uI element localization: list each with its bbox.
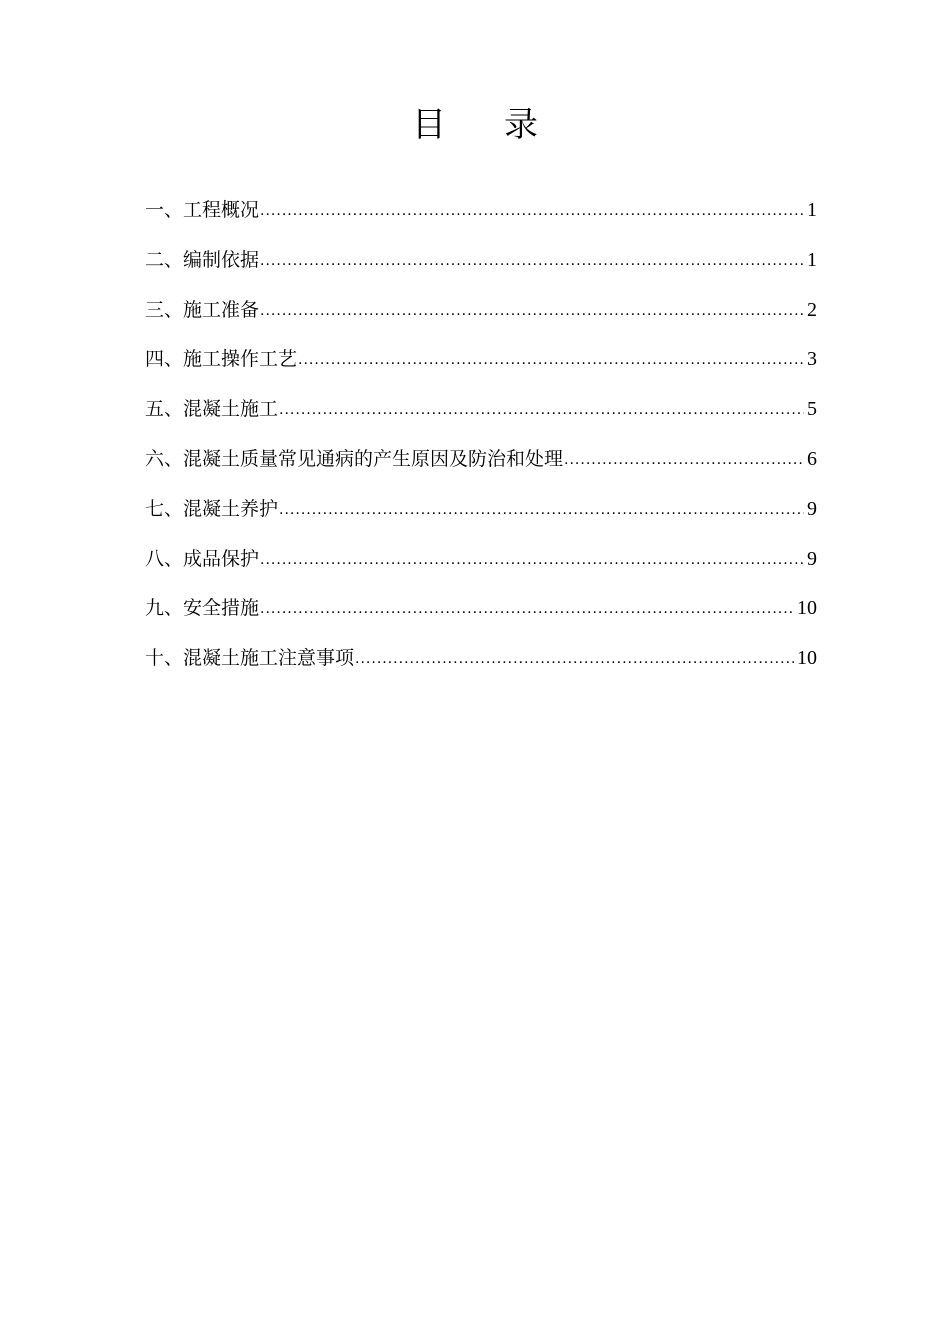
toc-leader-dots <box>279 493 804 527</box>
toc-entry-page: 10 <box>797 647 817 670</box>
toc-leader-dots <box>279 393 804 427</box>
toc-entry-2[interactable] <box>145 243 817 293</box>
toc-entry-page: 2 <box>807 298 817 321</box>
toc-entry-9[interactable] <box>145 591 817 641</box>
toc-entry-3[interactable] <box>145 293 817 343</box>
toc-entry-page: 9 <box>807 547 817 570</box>
toc-entry-7[interactable] <box>145 492 817 542</box>
toc-entry-8[interactable] <box>145 542 817 592</box>
toc-entry-page: 1 <box>807 248 817 271</box>
toc-leader-dots <box>260 244 804 278</box>
toc-entry-label: 八、成品保护 <box>145 547 260 570</box>
toc-leader-dots <box>260 543 804 577</box>
toc-entry-label: 五、混凝土施工 <box>145 398 279 421</box>
toc-list <box>145 193 817 691</box>
toc-entry-label: 十、混凝土施工注意事项 <box>145 647 355 670</box>
toc-entry-page: 9 <box>807 497 817 520</box>
toc-leader-dots <box>298 343 804 377</box>
toc-entry-label: 六、混凝土质量常见通病的产生原因及防治和处理 <box>145 447 564 470</box>
toc-entry-page: 6 <box>807 447 817 470</box>
toc-entry-4[interactable] <box>145 342 817 392</box>
toc-leader-dots <box>564 443 804 477</box>
toc-entry-6[interactable] <box>145 442 817 492</box>
toc-entry-label: 九、安全措施 <box>145 597 260 620</box>
toc-entry-label: 七、混凝土养护 <box>145 497 279 520</box>
toc-entry-10[interactable] <box>145 641 817 691</box>
toc-leader-dots <box>260 592 794 626</box>
toc-entry-page: 10 <box>797 597 817 620</box>
toc-leader-dots <box>260 194 804 228</box>
toc-entry-label: 三、施工准备 <box>145 298 260 321</box>
toc-entry-1[interactable] <box>145 193 817 243</box>
title-char-2: 录 <box>504 105 538 145</box>
toc-entry-label: 一、工程概况 <box>145 199 260 221</box>
toc-entry-5[interactable] <box>145 392 817 442</box>
toc-entry-page: 1 <box>807 199 817 221</box>
title-char-1: 目 <box>412 105 446 145</box>
toc-leader-dots <box>355 642 794 676</box>
page-title <box>0 100 950 150</box>
toc-entry-page: 3 <box>807 348 817 371</box>
toc-entry-label: 二、编制依据 <box>145 248 260 271</box>
toc-entry-label: 四、施工操作工艺 <box>145 348 298 371</box>
toc-entry-page: 5 <box>807 398 817 421</box>
toc-leader-dots <box>260 294 804 328</box>
